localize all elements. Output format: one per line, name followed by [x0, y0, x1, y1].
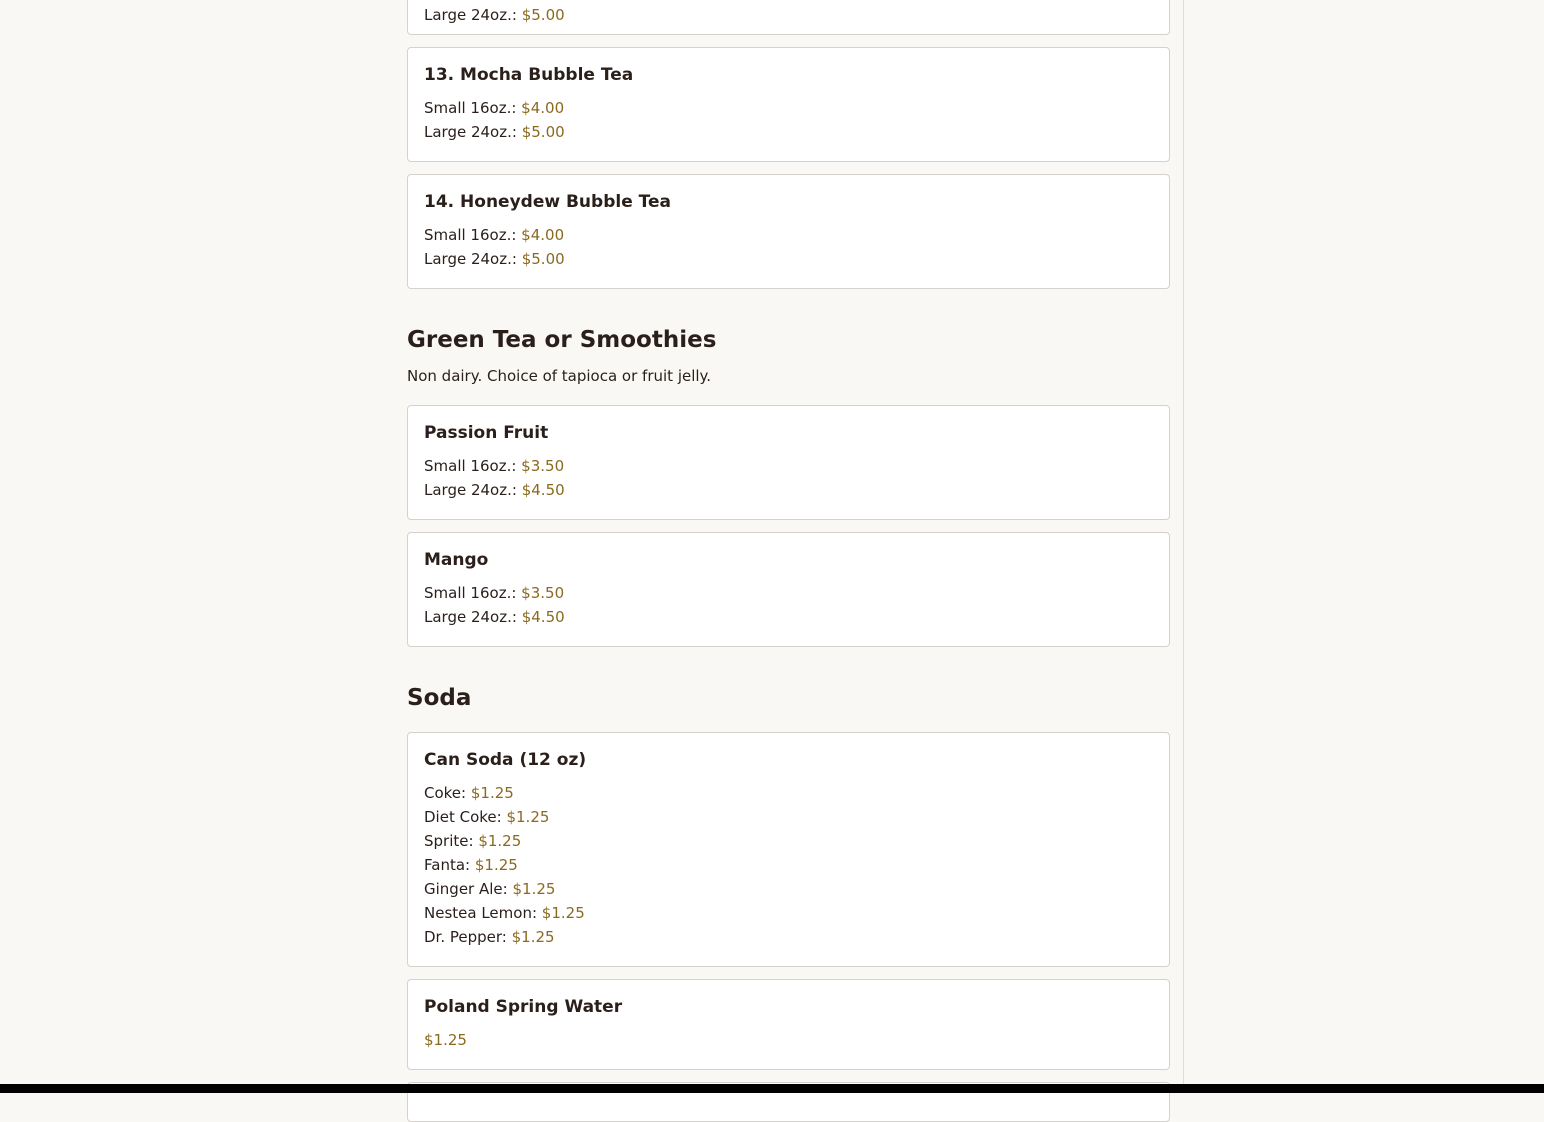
- size-line-large: [424, 6, 565, 24]
- price: $4.00: [521, 226, 565, 244]
- menu-item-card-previous: [407, 0, 1170, 35]
- price: $4.50: [521, 608, 565, 626]
- size-line-large: [424, 250, 565, 268]
- price: $5.00: [521, 123, 565, 141]
- size-line-small: [424, 584, 564, 602]
- price: $1.25: [506, 808, 550, 826]
- price: $3.50: [521, 584, 565, 602]
- price: $1.25: [424, 1031, 467, 1049]
- menu-item-card-honeydew: [407, 174, 1170, 289]
- section-heading-soda: Soda: [407, 685, 472, 711]
- section-description: Non dairy. Choice of tapioca or fruit jelly.: [407, 367, 712, 385]
- price: $5.00: [521, 6, 565, 24]
- size-label: Large 24oz.:: [424, 481, 517, 499]
- menu-item-title: Mango: [424, 550, 489, 570]
- size-label: Large 24oz.:: [424, 250, 517, 268]
- soda-line-nestea-lemon: [424, 904, 585, 922]
- price: $4.00: [521, 99, 565, 117]
- size-line-small: [424, 99, 564, 117]
- size-line-small: [424, 226, 564, 244]
- price: $1.25: [470, 784, 514, 802]
- section-heading-green-tea: Green Tea or Smoothies: [407, 327, 717, 353]
- column-divider: [1183, 0, 1184, 1093]
- menu-item-card-mocha: [407, 47, 1170, 162]
- menu-item-card-can-soda: [407, 732, 1170, 967]
- size-line-large: [424, 608, 565, 626]
- price: $3.50: [521, 457, 565, 475]
- size-label: Large 24oz.:: [424, 608, 517, 626]
- size-label: Large 24oz.:: [424, 123, 517, 141]
- size-line-large: [424, 481, 565, 499]
- size-label: Small 16oz.:: [424, 457, 517, 475]
- menu-item-title: Poland Spring Water: [424, 997, 623, 1017]
- soda-label: Coke:: [424, 784, 467, 802]
- menu-item-card-mango: [407, 532, 1170, 647]
- soda-label: Dr. Pepper:: [424, 928, 507, 946]
- soda-line-fanta: [424, 856, 518, 874]
- size-line-large: [424, 123, 565, 141]
- price: $5.00: [521, 250, 565, 268]
- menu-item-card-poland-spring: [407, 979, 1170, 1070]
- menu-item-card-passion-fruit: [407, 405, 1170, 520]
- price: $1.25: [511, 928, 555, 946]
- size-label: Small 16oz.:: [424, 584, 517, 602]
- size-label: Small 16oz.:: [424, 99, 517, 117]
- price: $4.50: [521, 481, 565, 499]
- soda-label: Ginger Ale:: [424, 880, 508, 898]
- menu-item-title: 14. Honeydew Bubble Tea: [424, 192, 671, 212]
- soda-label: Nestea Lemon:: [424, 904, 538, 922]
- soda-line-sprite: [424, 832, 521, 850]
- menu-item-title: Passion Fruit: [424, 423, 549, 443]
- soda-label: Sprite:: [424, 832, 474, 850]
- size-label: Small 16oz.:: [424, 226, 517, 244]
- price: $1.25: [541, 904, 585, 922]
- price: $1.25: [478, 832, 522, 850]
- soda-line-coke: [424, 784, 514, 802]
- size-line-small: [424, 457, 564, 475]
- menu-item-title: Can Soda (12 oz): [424, 750, 587, 770]
- menu-item-title: 13. Mocha Bubble Tea: [424, 65, 634, 85]
- bottom-bar: [0, 1084, 1544, 1093]
- soda-label: Diet Coke:: [424, 808, 502, 826]
- size-label: Large 24oz.:: [424, 6, 517, 24]
- soda-line-dr-pepper: [424, 928, 555, 946]
- soda-line-ginger-ale: [424, 880, 555, 898]
- soda-label: Fanta:: [424, 856, 471, 874]
- price: $1.25: [512, 880, 556, 898]
- price: $1.25: [474, 856, 518, 874]
- soda-line-diet-coke: [424, 808, 549, 826]
